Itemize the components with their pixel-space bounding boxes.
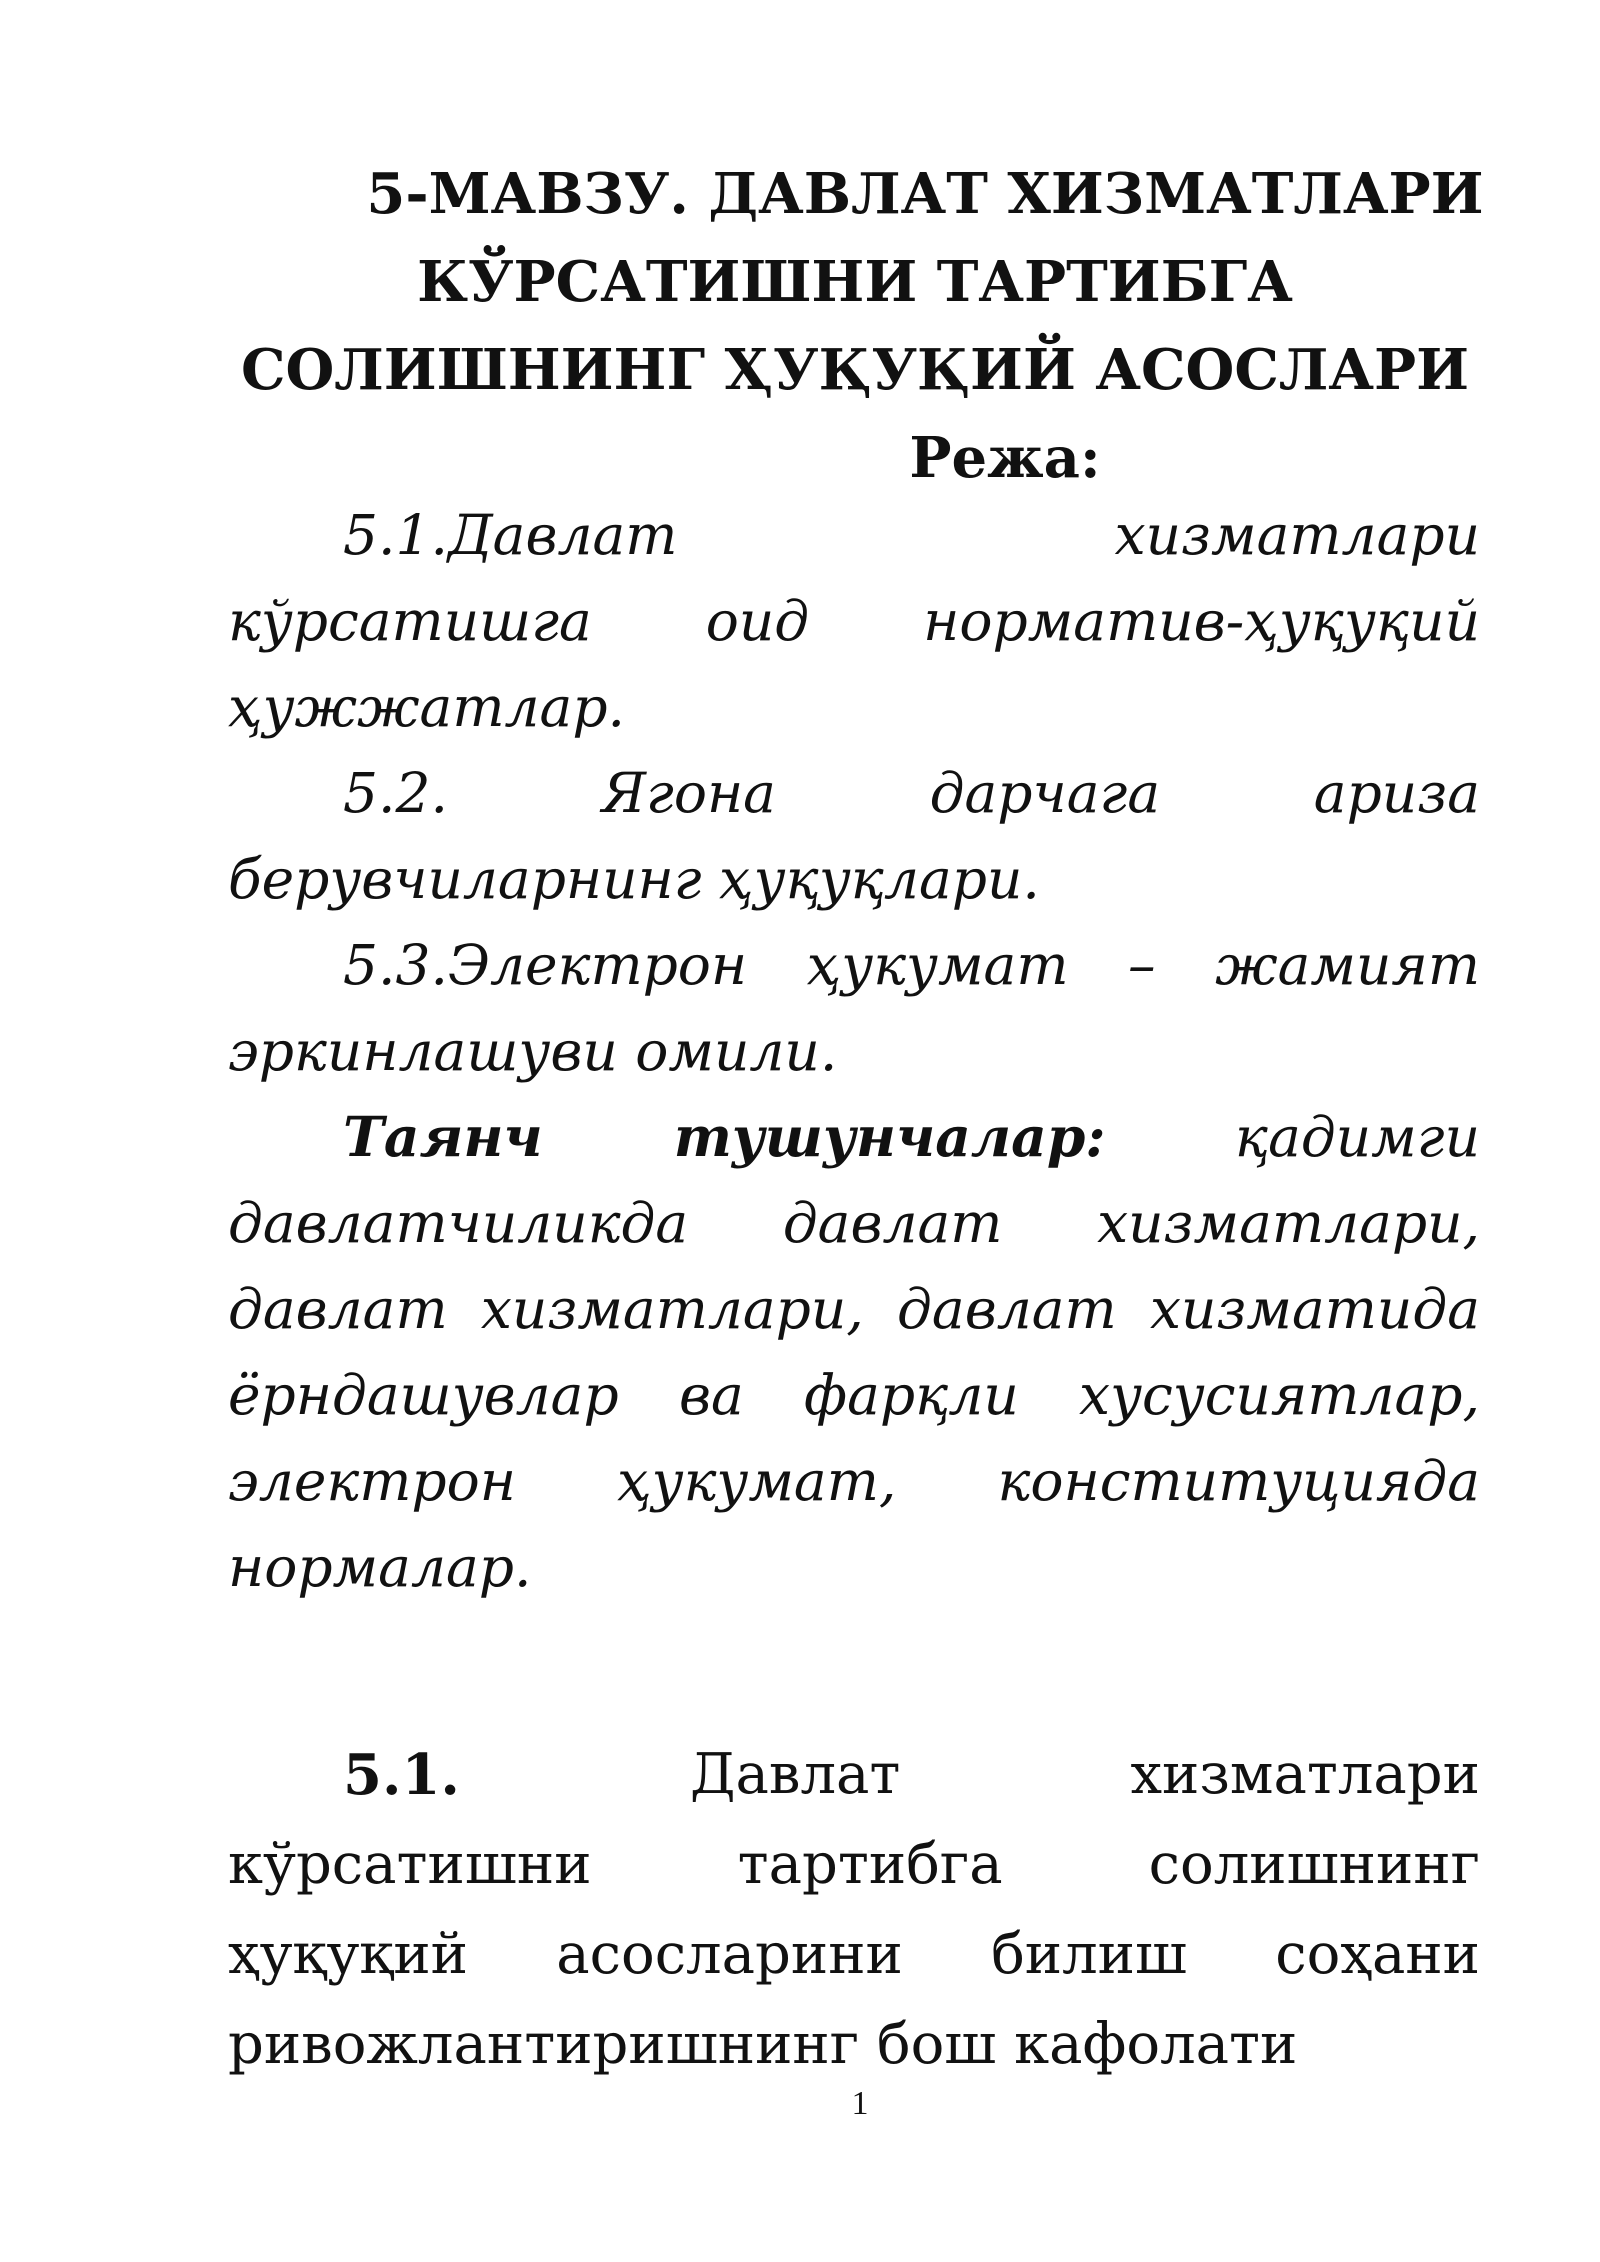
title-line-3: СОЛИШНИНГ ҲУҚУҚИЙ АСОСЛАРИ: [240, 337, 1470, 403]
plan-heading: Режа:: [909, 425, 1101, 491]
page-title: [210, 150, 1500, 502]
plan-item-2-b: Ягона: [601, 761, 776, 825]
title-line-2: КЎРСАТИШНИ ТАРТИБГА: [417, 249, 1293, 315]
page-number: 1: [851, 2085, 869, 2122]
plan-item-2-d: ариза: [1313, 761, 1480, 825]
plan-item-2: [228, 750, 1480, 922]
keywords-paragraph: [228, 1094, 1480, 1610]
title-line-1: 5-МАВЗУ. ДАВЛАТ ХИЗМАТЛАРИ: [366, 161, 1484, 227]
plan-item-2-a: 5.2.: [343, 761, 448, 825]
plan-item-1-b: хизматлари: [1114, 503, 1480, 567]
section-word-2: хизматлари: [1130, 1742, 1480, 1807]
keywords-label: Таянч тушунчалар:: [343, 1104, 1106, 1169]
plan-list: [228, 492, 1480, 1610]
plan-item-1-a: 5.1.Давлат: [343, 503, 678, 567]
keywords-text: қадимги давлатчиликда давлат хизматлари, давлат хизматлари, давлат хизматида ёрндашувлар ва фарқли хусусиятлар, электрон ҳукумат, конституцияда нормалар.: [228, 1105, 1480, 1599]
document-body: [228, 492, 1480, 2090]
plan-item-1: [228, 492, 1480, 750]
section-number: 5.1.: [343, 1742, 460, 1808]
plan-item-2-c: дарчага: [929, 761, 1161, 825]
section-5-1: [228, 1730, 1480, 2090]
section-text: кўрсатишни тартибга солишнинг ҳуқуқий асосларини билиш соҳани ривожлантиришнинг бош кафолати: [228, 1832, 1480, 2077]
plan-item-3: 5.3.Электрон ҳукумат – жамият эркинлашуви омили.: [228, 933, 1480, 1083]
section-word-1: Давлат: [690, 1742, 901, 1807]
plan-item-2-rest: берувчиларнинг ҳуқуқлари.: [228, 847, 1040, 911]
plan-item-1-rest: кўрсатишга оид норматив-ҳуқуқий ҳужжатлар.: [228, 589, 1480, 739]
